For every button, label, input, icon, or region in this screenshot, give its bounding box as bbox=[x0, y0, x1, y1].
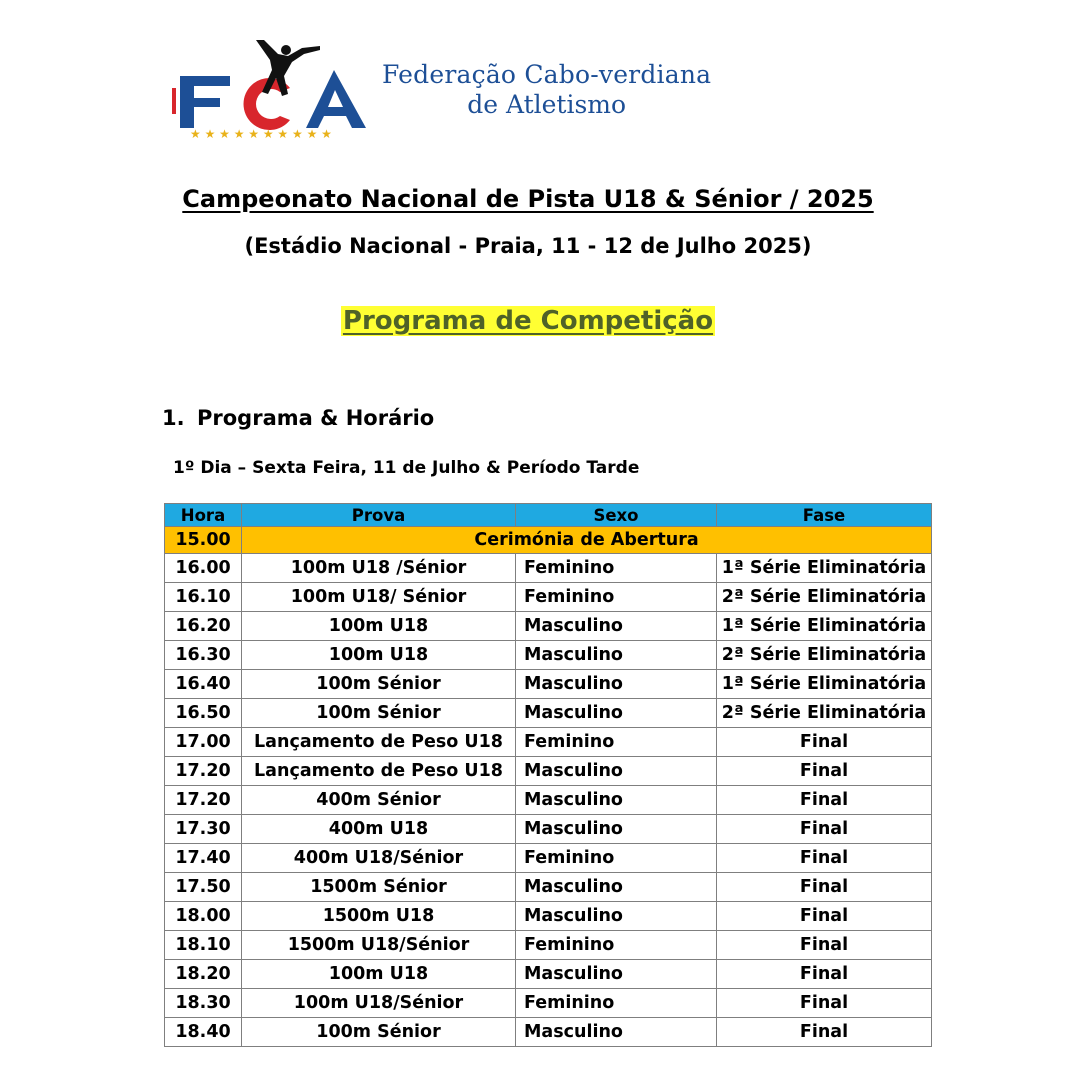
cell-fase: 2ª Série Eliminatória bbox=[717, 641, 932, 670]
championship-subtitle: (Estádio Nacional - Praia, 11 - 12 de Julho 2025) bbox=[244, 234, 812, 258]
cell-hora: 16.20 bbox=[165, 612, 242, 641]
cell-hora: 16.50 bbox=[165, 699, 242, 728]
cell-sexo: Masculino bbox=[516, 670, 717, 699]
cell-sexo: Feminino bbox=[516, 989, 717, 1018]
table-row bbox=[165, 931, 932, 960]
cell-sexo: Masculino bbox=[516, 873, 717, 902]
cell-fase: Final bbox=[717, 728, 932, 757]
cell-fase: Final bbox=[717, 873, 932, 902]
cell-prova: 100m U18 bbox=[242, 612, 516, 641]
table-row bbox=[165, 583, 932, 612]
ceremony-label: Cerimónia de Abertura bbox=[242, 527, 932, 554]
table-header-row bbox=[165, 504, 932, 527]
cell-prova: 1500m U18/Sénior bbox=[242, 931, 516, 960]
table-row bbox=[165, 960, 932, 989]
cell-fase: Final bbox=[717, 1018, 932, 1047]
table-row bbox=[165, 873, 932, 902]
cell-sexo: Feminino bbox=[516, 844, 717, 873]
cell-fase: 1ª Série Eliminatória bbox=[717, 554, 932, 583]
table-row bbox=[165, 641, 932, 670]
cell-hora: 17.20 bbox=[165, 786, 242, 815]
header-hora: Hora bbox=[165, 504, 242, 527]
cell-fase: Final bbox=[717, 931, 932, 960]
ceremony-hora: 15.00 bbox=[165, 527, 242, 554]
table-row bbox=[165, 844, 932, 873]
cell-fase: Final bbox=[717, 786, 932, 815]
cell-prova: 100m U18 bbox=[242, 641, 516, 670]
cell-prova: Lançamento de Peso U18 bbox=[242, 757, 516, 786]
table-row bbox=[165, 670, 932, 699]
cell-hora: 17.30 bbox=[165, 815, 242, 844]
logo-text bbox=[382, 60, 711, 120]
cell-prova: 400m Sénior bbox=[242, 786, 516, 815]
cell-hora: 16.30 bbox=[165, 641, 242, 670]
cell-sexo: Masculino bbox=[516, 641, 717, 670]
section-number: 1. bbox=[162, 406, 185, 430]
cell-prova: 100m U18/ Sénior bbox=[242, 583, 516, 612]
schedule-table bbox=[164, 503, 932, 1047]
header-prova: Prova bbox=[242, 504, 516, 527]
header-fase: Fase bbox=[717, 504, 932, 527]
cell-sexo: Masculino bbox=[516, 757, 717, 786]
logo-line-2: de Atletismo bbox=[467, 90, 627, 119]
cell-prova: 400m U18/Sénior bbox=[242, 844, 516, 873]
table-row bbox=[165, 786, 932, 815]
logo-line-1: Federação Cabo-verdiana bbox=[382, 60, 712, 89]
cell-fase: 2ª Série Eliminatória bbox=[717, 699, 932, 728]
ceremony-row bbox=[165, 527, 932, 554]
cell-hora: 18.30 bbox=[165, 989, 242, 1018]
day-heading: 1º Dia – Sexta Feira, 11 de Julho & Período Tarde bbox=[173, 458, 640, 478]
cell-sexo: Masculino bbox=[516, 786, 717, 815]
fca-emblem-icon bbox=[168, 36, 388, 146]
championship-title: Campeonato Nacional de Pista U18 & Sénior / 2025 bbox=[182, 185, 874, 213]
cell-prova: 100m Sénior bbox=[242, 670, 516, 699]
letter-f-icon bbox=[180, 76, 230, 128]
stars-row-icon bbox=[190, 127, 332, 141]
cell-prova: 100m Sénior bbox=[242, 1018, 516, 1047]
cell-sexo: Feminino bbox=[516, 931, 717, 960]
cell-sexo: Feminino bbox=[516, 554, 717, 583]
program-title-text: Programa de Competição bbox=[342, 306, 714, 336]
table-row bbox=[165, 728, 932, 757]
table-row bbox=[165, 554, 932, 583]
cell-hora: 18.10 bbox=[165, 931, 242, 960]
cell-fase: 2ª Série Eliminatória bbox=[717, 583, 932, 612]
table-row bbox=[165, 757, 932, 786]
cell-hora: 18.00 bbox=[165, 902, 242, 931]
table-row bbox=[165, 815, 932, 844]
cell-prova: 100m U18 bbox=[242, 960, 516, 989]
cell-hora: 18.20 bbox=[165, 960, 242, 989]
table-row bbox=[165, 902, 932, 931]
letter-a-icon bbox=[306, 70, 366, 128]
table-row bbox=[165, 989, 932, 1018]
svg-text:★ ★ ★ ★ ★ ★ ★ ★ ★ ★: ★ ★ ★ ★ ★ ★ ★ ★ ★ ★ bbox=[190, 127, 332, 141]
cell-hora: 17.40 bbox=[165, 844, 242, 873]
cell-hora: 18.40 bbox=[165, 1018, 242, 1047]
table-row bbox=[165, 1018, 932, 1047]
cell-sexo: Masculino bbox=[516, 699, 717, 728]
cell-prova: 100m Sénior bbox=[242, 699, 516, 728]
cell-sexo: Feminino bbox=[516, 583, 717, 612]
cell-prova: 1500m Sénior bbox=[242, 873, 516, 902]
cell-hora: 17.00 bbox=[165, 728, 242, 757]
cell-sexo: Masculino bbox=[516, 960, 717, 989]
cell-sexo: Feminino bbox=[516, 728, 717, 757]
section-heading bbox=[162, 406, 434, 430]
program-title bbox=[0, 306, 1056, 336]
cell-fase: Final bbox=[717, 902, 932, 931]
cell-prova: 1500m U18 bbox=[242, 902, 516, 931]
section-title: Programa & Horário bbox=[197, 406, 435, 430]
header-sexo: Sexo bbox=[516, 504, 717, 527]
table-row bbox=[165, 699, 932, 728]
cell-sexo: Masculino bbox=[516, 902, 717, 931]
cell-hora: 16.00 bbox=[165, 554, 242, 583]
cell-hora: 17.20 bbox=[165, 757, 242, 786]
cell-prova: Lançamento de Peso U18 bbox=[242, 728, 516, 757]
cell-prova: 100m U18 /Sénior bbox=[242, 554, 516, 583]
cell-sexo: Masculino bbox=[516, 815, 717, 844]
cell-sexo: Masculino bbox=[516, 612, 717, 641]
cell-fase: Final bbox=[717, 815, 932, 844]
cell-sexo: Masculino bbox=[516, 1018, 717, 1047]
cell-prova: 100m U18/Sénior bbox=[242, 989, 516, 1018]
cell-fase: 1ª Série Eliminatória bbox=[717, 612, 932, 641]
federation-logo bbox=[168, 36, 788, 146]
table-row bbox=[165, 612, 932, 641]
cell-fase: Final bbox=[717, 989, 932, 1018]
cell-fase: Final bbox=[717, 960, 932, 989]
cell-hora: 16.40 bbox=[165, 670, 242, 699]
emblem-side-mark bbox=[172, 88, 176, 114]
cell-fase: Final bbox=[717, 844, 932, 873]
cell-fase: Final bbox=[717, 757, 932, 786]
cell-prova: 400m U18 bbox=[242, 815, 516, 844]
cell-hora: 16.10 bbox=[165, 583, 242, 612]
cell-hora: 17.50 bbox=[165, 873, 242, 902]
cell-fase: 1ª Série Eliminatória bbox=[717, 670, 932, 699]
